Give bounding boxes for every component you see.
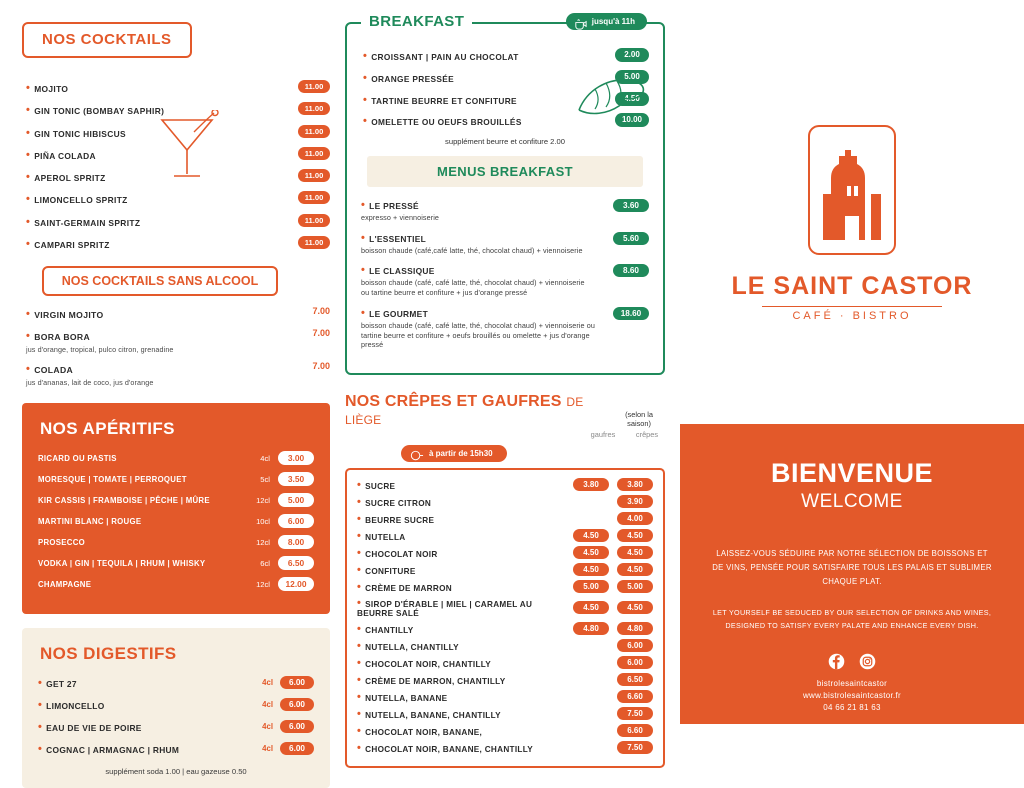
list-item <box>38 742 314 755</box>
table-row <box>357 707 653 720</box>
welcome-panel <box>680 424 1024 724</box>
cocktails-title: NOS COCKTAILS <box>22 22 192 58</box>
aperitifs-title: NOS APÉRITIFS <box>40 419 175 439</box>
item-label: • CRÈME DE MARRON <box>357 581 565 593</box>
item-price: 18.60 <box>613 307 649 320</box>
item-description: jus d'ananas, lait de coco, jus d'orange <box>26 378 154 388</box>
crepe-price: 4.80 <box>617 622 653 635</box>
crepe-price: 7.50 <box>617 707 653 720</box>
table-row <box>357 622 653 635</box>
item-price: 7.00 <box>312 328 330 339</box>
right-column <box>680 0 1024 724</box>
item-price: 11.00 <box>298 80 330 93</box>
item-price: 8.00 <box>278 535 314 549</box>
crepes-title <box>345 393 613 429</box>
item-label: • APEROL SPRITZ <box>26 169 290 185</box>
brand-subtitle: CAFÉ · BISTRO <box>792 310 912 322</box>
list-item <box>26 214 330 230</box>
middle-column <box>345 13 665 768</box>
list-item <box>361 232 649 256</box>
item-label: • NUTELLA, BANANE <box>357 691 565 703</box>
item-price: 7.00 <box>312 305 330 316</box>
welcome-title-fr: BIENVENUE <box>770 458 934 488</box>
item-price: 3.50 <box>278 472 314 486</box>
digestifs-block <box>22 628 330 788</box>
cocktail-glass-icon <box>154 110 220 182</box>
item-price: 2.00 <box>615 48 649 62</box>
list-item <box>26 306 330 322</box>
crepes-col-crepes: crêpes <box>635 430 659 440</box>
item-label: • SAINT-GERMAIN SPRITZ <box>26 214 290 230</box>
item-label: • L'ESSENTIEL boisson chaude (café,café latte, thé, chocolat chaud) + viennoiserie <box>361 232 605 256</box>
item-label: • CHOCOLAT NOIR, CHANTILLY <box>357 657 565 669</box>
gaufre-price <box>573 695 609 699</box>
item-label: • EAU DE VIE DE POIRE <box>38 721 262 733</box>
item-volume: 4cl <box>262 744 273 754</box>
item-volume: 4cl <box>262 678 273 688</box>
gaufre-price: 4.50 <box>573 601 609 614</box>
breakfast-hours-label: jusqu'à 11h <box>591 17 635 26</box>
crepe-price: 4.50 <box>617 546 653 559</box>
item-label: • COLADA jus d'ananas, lait de coco, jus d'orange <box>26 361 290 387</box>
item-description: jus d'orange, tropical, pulco citron, grenadine <box>26 345 174 354</box>
item-price: 6.00 <box>280 676 314 689</box>
aperitifs-list <box>38 451 314 591</box>
item-label: • CHOCOLAT NOIR <box>357 547 565 559</box>
crepes-list <box>357 478 653 754</box>
item-label: • SUCRE CITRON <box>357 496 565 508</box>
crepe-price: 6.50 <box>617 673 653 686</box>
item-price: 6.00 <box>280 742 314 755</box>
brand-divider <box>762 306 942 307</box>
welcome-title-en: WELCOME <box>801 491 903 512</box>
table-row <box>357 639 653 652</box>
item-label: • CHOCOLAT NOIR, BANANE, <box>357 725 565 737</box>
table-row <box>357 597 653 618</box>
item-label: • LIMONCELLO <box>38 699 262 711</box>
item-volume: 5cl <box>260 474 270 484</box>
item-price: 11.00 <box>298 236 330 249</box>
gaufre-price <box>573 661 609 665</box>
item-description: boisson chaude (café, café latte, thé, chocolat chaud) + viennoiserie ou tartine beurre et confiture + jus d'orange pressé <box>361 278 585 298</box>
list-item <box>38 514 314 528</box>
item-price: 6.50 <box>278 556 314 570</box>
mocktails-title: NOS COCKTAILS SANS ALCOOL <box>42 266 278 296</box>
crepe-pan-icon <box>409 448 424 463</box>
item-volume: 4cl <box>260 453 270 463</box>
item-price: 5.00 <box>615 70 649 84</box>
table-row <box>357 673 653 686</box>
item-volume: 6cl <box>260 558 270 568</box>
crepe-price: 4.50 <box>617 529 653 542</box>
left-column <box>22 22 330 788</box>
croissant-icon <box>573 70 649 124</box>
list-item <box>38 451 314 465</box>
gaufre-price: 5.00 <box>573 580 609 593</box>
list-item <box>26 80 330 96</box>
item-label: • CHANTILLY <box>357 623 565 635</box>
list-item <box>361 199 649 223</box>
table-row <box>357 656 653 669</box>
item-label: • CRÈME DE MARRON, CHANTILLY <box>357 674 565 686</box>
item-price: 3.00 <box>278 451 314 465</box>
digestifs-list <box>38 676 314 755</box>
item-price: 10.00 <box>615 113 649 127</box>
gaufre-price <box>573 517 609 521</box>
item-price: 6.00 <box>278 514 314 528</box>
table-row <box>357 580 653 593</box>
item-price: 5.60 <box>613 232 649 245</box>
digestifs-note: supplément soda 1.00 | eau gazeuse 0.50 <box>105 767 247 777</box>
item-label: • SIROP D'ÉRABLE | MIEL | CARAMEL AU BEURRE SALÉ <box>357 597 565 618</box>
list-item <box>38 535 314 549</box>
list-item <box>361 264 649 297</box>
table-row <box>357 512 653 525</box>
crepes-hours-badge <box>401 445 507 462</box>
crepes-title-sub: DE LIÈGE <box>345 395 584 428</box>
item-label: • NUTELLA, CHANTILLY <box>357 640 565 652</box>
aperitifs-block <box>22 403 330 614</box>
gaufre-price <box>573 729 609 733</box>
table-row <box>357 546 653 559</box>
item-volume: 12cl <box>256 537 270 547</box>
crepes-header <box>345 393 665 429</box>
item-label: • PIÑA COLADA <box>26 147 290 163</box>
list-item <box>38 577 314 591</box>
item-volume: 12cl <box>256 579 270 589</box>
gaufre-price: 4.80 <box>573 622 609 635</box>
list-item <box>38 472 314 486</box>
item-label: • GIN TONIC HIBISCUS <box>26 125 290 141</box>
item-label: • CAMPARI SPRITZ <box>26 236 290 252</box>
table-row <box>357 478 653 491</box>
item-label: • CHOCOLAT NOIR, BANANE, CHANTILLY <box>357 742 565 754</box>
list-item <box>38 493 314 507</box>
menus-breakfast-title: MENUS BREAKFAST <box>367 156 643 187</box>
breakfast-note: supplément beurre et confiture 2.00 <box>445 137 565 146</box>
item-label: • BORA BORA jus d'orange, tropical, pulco citron, grenadine <box>26 328 290 354</box>
item-label: • TARTINE BEURRE ET CONFITURE <box>363 92 607 108</box>
item-description: expresso + viennoiserie <box>361 213 440 222</box>
table-row <box>357 529 653 542</box>
item-volume: 4cl <box>262 700 273 710</box>
item-label: • LIMONCELLO SPRITZ <box>26 191 290 207</box>
instagram-icon[interactable] <box>859 653 876 670</box>
item-label: RICARD OU PASTIS <box>38 453 117 463</box>
item-price: 6.00 <box>280 720 314 733</box>
item-label: • BEURRE SUCRE <box>357 513 565 525</box>
item-label: MORESQUE | TOMATE | PERROQUET <box>38 474 187 484</box>
crepe-price: 3.90 <box>617 495 653 508</box>
crepe-price: 4.50 <box>617 563 653 576</box>
welcome-paragraph-en: LET YOURSELF BE SEDUCED BY OUR SELECTION OF DRINKS AND WINES, DESIGNED TO SATISFY EVERY PALATE AND ENHANCE EVERY DISH. <box>712 608 992 631</box>
mocktails-title-wrap <box>42 266 278 296</box>
table-row <box>357 690 653 703</box>
item-label: • SUCRE <box>357 479 565 491</box>
crepes-hours-label: à partir de 15h30 <box>429 449 493 459</box>
item-label: KIR CASSIS | FRAMBOISE | PÊCHE | MÛRE <box>38 495 210 505</box>
item-volume: 10cl <box>256 516 270 526</box>
item-label: • MOJITO <box>26 80 290 96</box>
gaufre-price: 4.50 <box>573 546 609 559</box>
list-item <box>26 328 330 354</box>
breakfast-menus-list <box>361 199 649 350</box>
gaufre-price <box>573 678 609 682</box>
item-label: • OMELETTE OU OEUFS BROUILLÉS <box>363 113 607 129</box>
gaufre-price <box>573 500 609 504</box>
item-label: • VIRGIN MOJITO <box>26 306 290 322</box>
breakfast-card <box>345 13 665 375</box>
list-item <box>38 720 314 733</box>
brand-logo-area <box>680 120 1024 322</box>
crepe-price: 3.80 <box>617 478 653 491</box>
item-price: 11.00 <box>298 214 330 227</box>
table-row <box>357 563 653 576</box>
item-label: • COGNAC | ARMAGNAC | RHUM <box>38 743 262 755</box>
item-price: 3.60 <box>613 199 649 212</box>
item-label: PROSECCO <box>38 537 86 547</box>
list-item <box>38 556 314 570</box>
crepes-column-headers <box>345 430 665 439</box>
gaufre-price <box>573 746 609 750</box>
crepes-section <box>345 393 665 768</box>
table-row <box>357 495 653 508</box>
table-row <box>357 741 653 754</box>
gaufre-price: 4.50 <box>573 529 609 542</box>
item-volume: 4cl <box>262 722 273 732</box>
crepe-price: 4.50 <box>617 601 653 614</box>
item-price: 11.00 <box>298 102 330 115</box>
crepes-list-box <box>345 468 665 768</box>
castle-logo-icon <box>797 120 907 260</box>
crepes-col-gaufres: gaufres <box>590 430 616 440</box>
teapot-icon <box>573 16 588 31</box>
digestifs-title: NOS DIGESTIFS <box>40 644 177 664</box>
list-item <box>26 236 330 252</box>
gaufre-price: 3.80 <box>573 478 609 491</box>
item-label: • GET 27 <box>38 677 262 689</box>
item-label: VODKA | GIN | TEQUILA | RHUM | WHISKY <box>38 558 206 568</box>
item-label: • LE CLASSIQUE boisson chaude (café, café latte, thé, chocolat chaud) + viennoiserie ou tartine beurre et confiture + jus d'orange pressé <box>361 264 605 297</box>
item-label: • LE GOURMET boisson chaude (café, café latte, thé, chocolat chaud) + viennoiserie ou tartine beurre et confiture + oeufs brouillés ou omelette + jus d'orange pressé <box>361 307 605 350</box>
item-price: 11.00 <box>298 191 330 204</box>
item-price: 5.00 <box>278 493 314 507</box>
list-item <box>361 307 649 350</box>
crepe-price: 6.60 <box>617 724 653 737</box>
crepe-price: 6.00 <box>617 656 653 669</box>
table-row <box>357 724 653 737</box>
item-label: • ORANGE PRESSÉE <box>363 70 607 86</box>
crepes-season-label: (selon la saison) <box>625 409 654 429</box>
brand-name: LE SAINT CASTOR <box>731 272 973 300</box>
item-label: MARTINI BLANC | ROUGE <box>38 516 142 526</box>
item-price: 12.00 <box>278 577 314 591</box>
item-price: 6.00 <box>280 698 314 711</box>
breakfast-hours-badge <box>566 13 647 30</box>
item-price: 8.60 <box>613 264 649 277</box>
item-label: • LE PRESSÉ expresso + viennoiserie <box>361 199 605 223</box>
crepe-price: 7.50 <box>617 741 653 754</box>
item-price: 11.00 <box>298 125 330 138</box>
crepe-price: 4.00 <box>617 512 653 525</box>
item-label: • CONFITURE <box>357 564 565 576</box>
crepe-price: 6.60 <box>617 690 653 703</box>
crepe-price: 5.00 <box>617 580 653 593</box>
item-description: boisson chaude (café, café latte, thé, chocolat chaud) + viennoiserie ou tartine beurre et confiture + oeufs brouillés ou omelette + jus d'orange pressé <box>361 320 595 350</box>
item-price: 7.00 <box>312 361 330 372</box>
gaufre-price <box>573 644 609 648</box>
item-volume: 12cl <box>256 495 270 505</box>
website[interactable]: www.bistrolesaintcastor.fr <box>802 691 902 700</box>
item-price: 11.00 <box>298 147 330 160</box>
list-item <box>38 676 314 689</box>
crepes-season-note <box>613 410 665 429</box>
item-price: 4.50 <box>615 92 649 106</box>
phone-number[interactable]: 04 66 21 81 63 <box>823 703 881 712</box>
list-item <box>363 48 649 64</box>
list-item <box>26 191 330 207</box>
breakfast-title: BREAKFAST <box>361 13 472 30</box>
item-label: • NUTELLA <box>357 530 565 542</box>
item-label: • CROISSANT | PAIN AU CHOCOLAT <box>363 48 607 64</box>
item-price: 11.00 <box>298 169 330 182</box>
list-item <box>38 698 314 711</box>
facebook-icon[interactable] <box>828 653 845 670</box>
list-item <box>26 361 330 387</box>
item-label: • NUTELLA, BANANE, CHANTILLY <box>357 708 565 720</box>
mocktails-list <box>22 306 330 388</box>
item-label: • GIN TONIC (BOMBAY SAPHIR) <box>26 102 290 118</box>
crepes-title-main: NOS CRÊPES ET GAUFRES <box>345 393 562 411</box>
crepe-price: 6.00 <box>617 639 653 652</box>
welcome-paragraph-fr: LAISSEZ-VOUS SÉDUIRE PAR NOTRE SÉLECTION DE BOISSONS ET DE VINS, PENSÉE POUR SATISFAIRE TOUS LES PALAIS ET SUBLIMER CHAQUE PLAT. <box>712 549 992 587</box>
item-label: CHAMPAGNE <box>38 579 92 589</box>
item-description: boisson chaude (café,café latte, thé, chocolat chaud) + viennoiserie <box>361 245 583 255</box>
social-links[interactable] <box>710 653 994 671</box>
gaufre-price: 4.50 <box>573 563 609 576</box>
social-handle: bistrolesaintcastor <box>816 679 888 688</box>
gaufre-price <box>573 712 609 716</box>
